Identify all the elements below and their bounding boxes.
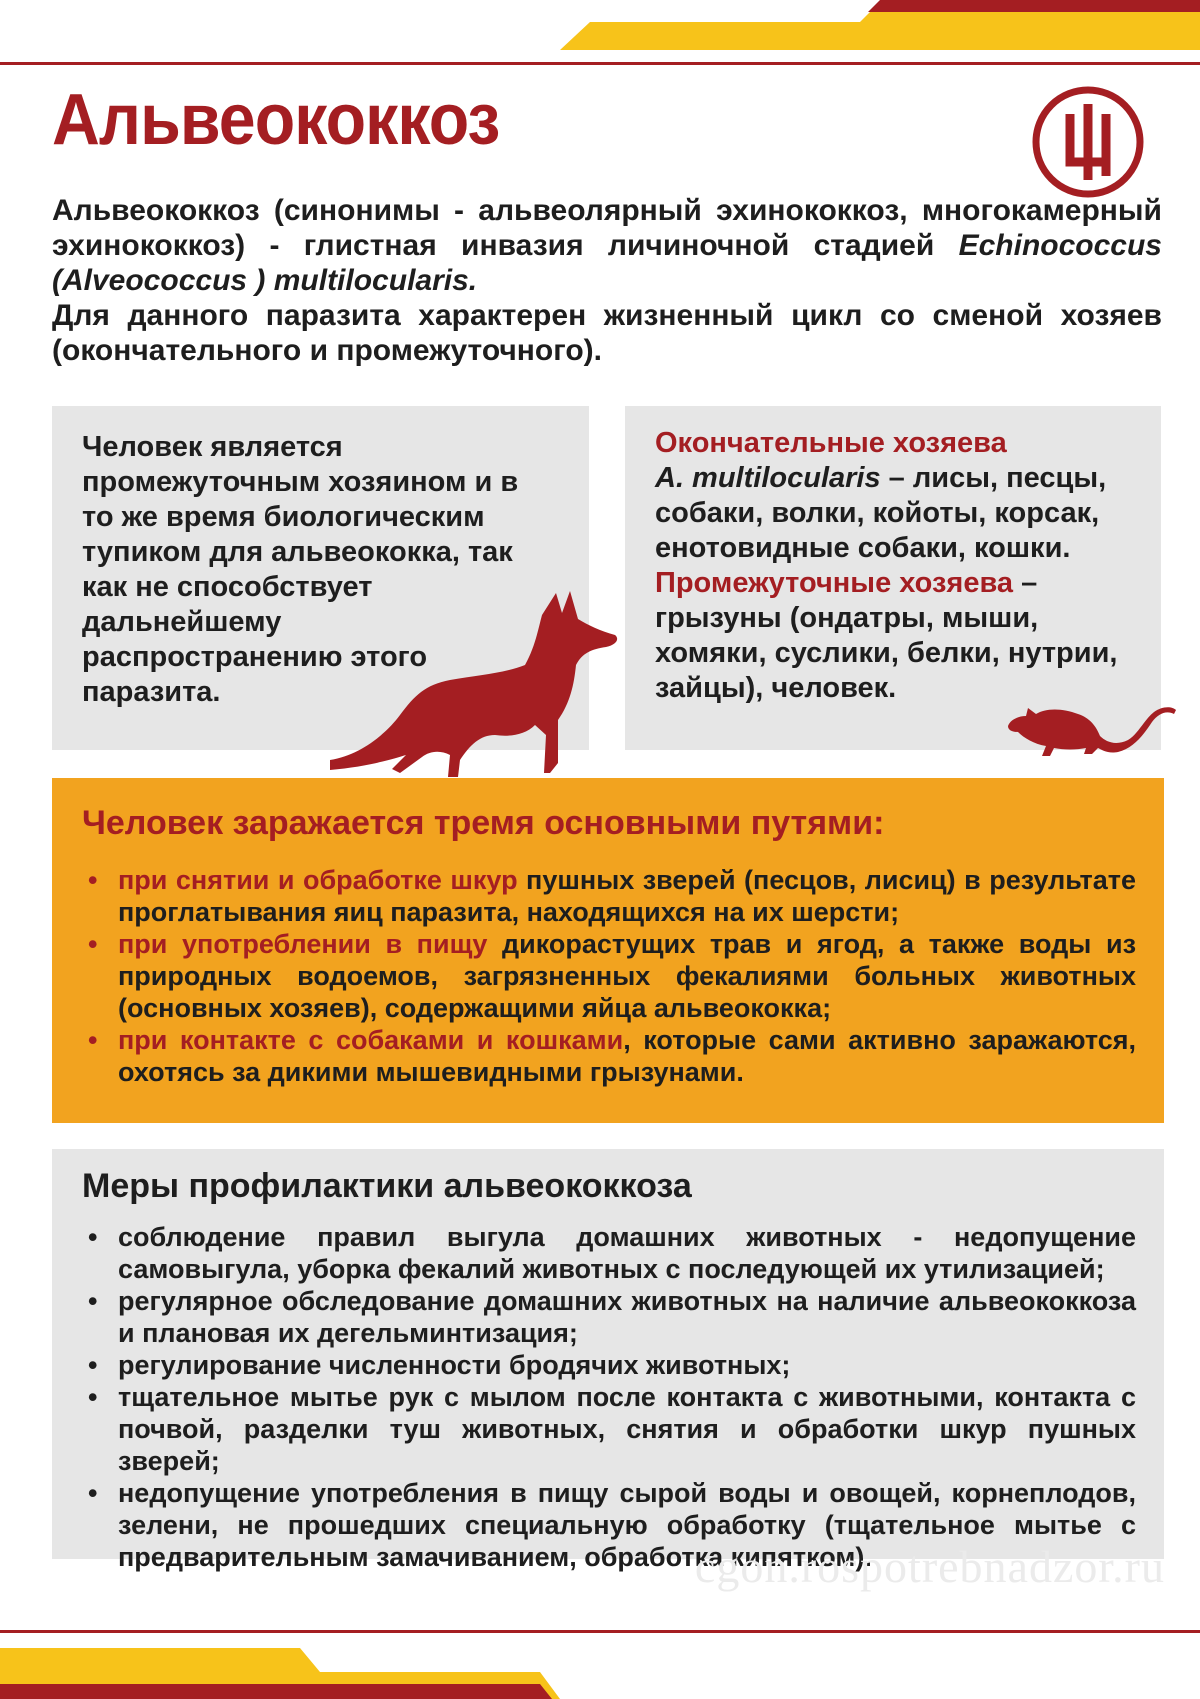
infection-panel [52, 778, 1164, 1123]
intermediate-hosts-title: Промежуточные хозяева [655, 567, 1014, 599]
intro-definition: Альвеококкоз (синонимы - альвеолярный эхинококкоз, многокамерный эхинококкоз) - глистная инвазия личиночной стадией [52, 194, 1162, 262]
list-item [82, 1024, 1136, 1088]
list-item: • соблюдение правил выгула домашних животных - недопущение самовыгула, уборка фекалий животных с последующей их утилизацией; [82, 1221, 1136, 1285]
top-thin-red-line [0, 62, 1200, 65]
list-item: • регулярное обследование домашних животных на наличие альвеококкоза и плановая их дегельминтизация; [82, 1285, 1136, 1349]
final-hosts-species: A. multilocularis [655, 462, 881, 494]
final-hosts-paragraph [655, 461, 1145, 566]
list-item: • недопущение употребления в пищу сырой воды и овощей, корнеплодов, зелени, не прошедших специальную обработку (тщательное мытье с предварительным замачиванием, обработка кипятком). [82, 1477, 1136, 1573]
human-host-text: Человек является промежуточным хозяином и в то же время биологическим тупиком для альвеококка, так как не способствует дальнейшему распространению этого паразита. [82, 431, 519, 708]
bottom-thin-red-line [0, 1630, 1200, 1633]
prevention-title: Меры профилактики альвеококкоза [82, 1167, 692, 1205]
footer-url: cgon.rospotrebnadzor.ru [694, 1541, 1165, 1592]
bottom-red-stripe [0, 1684, 552, 1699]
hosts-text [655, 426, 1145, 706]
infection-highlight: при употреблении в пищу [118, 929, 488, 959]
top-red-stripe [868, 0, 1200, 12]
intermediate-hosts-heading [655, 566, 1145, 601]
list-item [82, 864, 1136, 928]
final-hosts-title: Окончательные хозяева [655, 427, 1007, 459]
intro-paragraph-1 [52, 193, 1162, 298]
infection-highlight: при снятии и обработке шкур [118, 865, 518, 895]
intermediate-hosts-list: грызуны (ондатры, мыши, хомяки, суслики, белки, нутрии, зайцы), человек. [655, 602, 1118, 704]
intro-latin-name: Echinococcus (Alveococcus ) multilocularis. [52, 229, 1162, 297]
infection-detail: дикорастущих трав и ягод, а также воды из природных водоемов, загрязненных фекалиями больных животных (основных хозяев), содержащими яйца альвеококка; [118, 929, 1136, 1023]
final-hosts-list: – лисы, песцы, собаки, волки, койоты, корсак, енотовидные собаки, кошки. [655, 462, 1107, 564]
rat-silhouette-icon [1006, 690, 1178, 762]
list-item: • тщательное мытье рук с мылом после контакта с животными, контакта с почвой, разделки туш животных, снятия и обработки шкур пушных зверей; [82, 1381, 1136, 1477]
dog-silhouette-icon [330, 585, 630, 785]
infection-list [82, 864, 1136, 1088]
list-item: • регулирование численности бродячих животных; [82, 1349, 1136, 1381]
list-item [82, 928, 1136, 1024]
infection-detail: пушных зверей (песцов, лисиц) в результате проглатывания яиц паразита, находящихся на их шерсти; [118, 865, 1136, 927]
infection-highlight: при контакте с собаками и кошками [118, 1025, 624, 1055]
intro-text [52, 193, 1162, 368]
prevention-list [82, 1221, 1136, 1573]
infection-detail: , которые сами активно заражаются, охотясь за дикими мышевидными грызунами. [118, 1025, 1137, 1087]
cgon-logo-icon [1030, 84, 1146, 200]
intermediate-hosts-dash: – [1013, 567, 1038, 599]
intro-paragraph-2: Для данного паразита характерен жизненный цикл со сменой хозяев (окончательного и промежуточного). [52, 299, 1162, 367]
page-title: Альвеококкоз [52, 80, 500, 160]
infection-title: Человек заражается тремя основными путями: [82, 804, 885, 842]
